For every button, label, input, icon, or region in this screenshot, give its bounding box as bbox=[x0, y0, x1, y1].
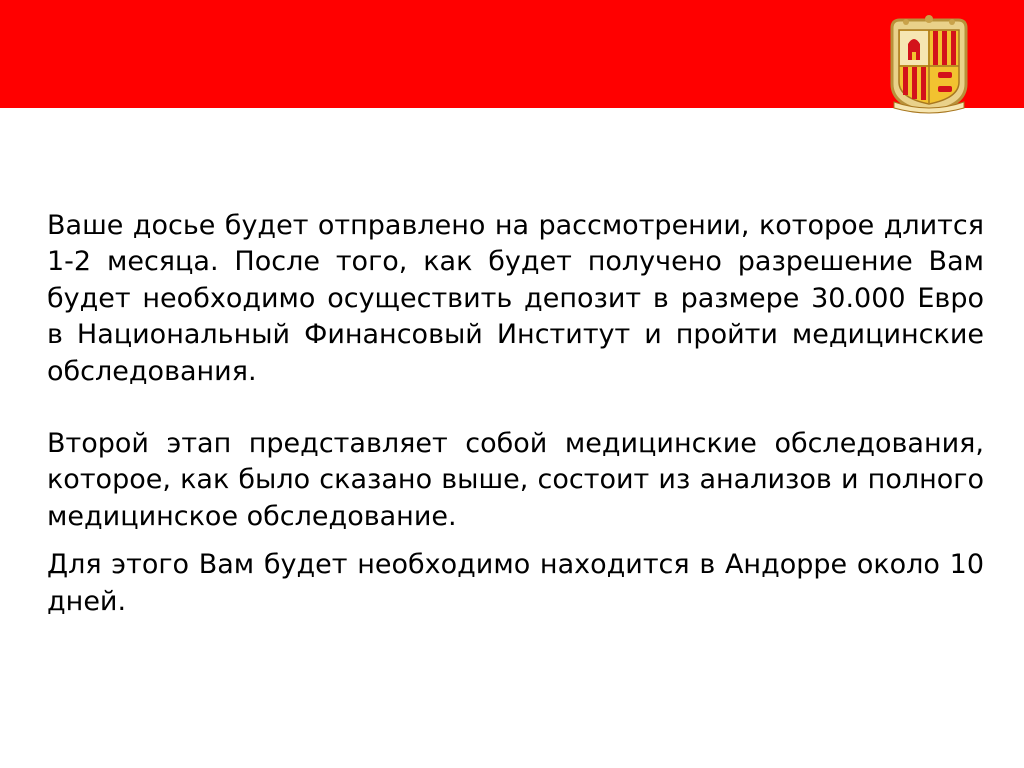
andorra-coat-of-arms-icon bbox=[886, 14, 972, 116]
paragraph-1: Ваше досье будет отправлено на рассмотрении, которое длится 1-2 месяца. После того, как будет получено разрешение Вам будет необходимо осуществить депозит в размере 30.000 Евро в Национальный Финансовый Институт и пройти медицинские обследования. bbox=[47, 210, 984, 387]
paragraph-2: Второй этап представляет собой медицинские обследования, которое, как было сказано выше, состоит из анализов и полного медицинское обследование. bbox=[47, 428, 984, 532]
body-text bbox=[47, 208, 984, 620]
header-band bbox=[0, 0, 1024, 108]
paragraph-3: Для этого Вам будет необходимо находится в Андорре около 10 дней. bbox=[47, 549, 984, 617]
